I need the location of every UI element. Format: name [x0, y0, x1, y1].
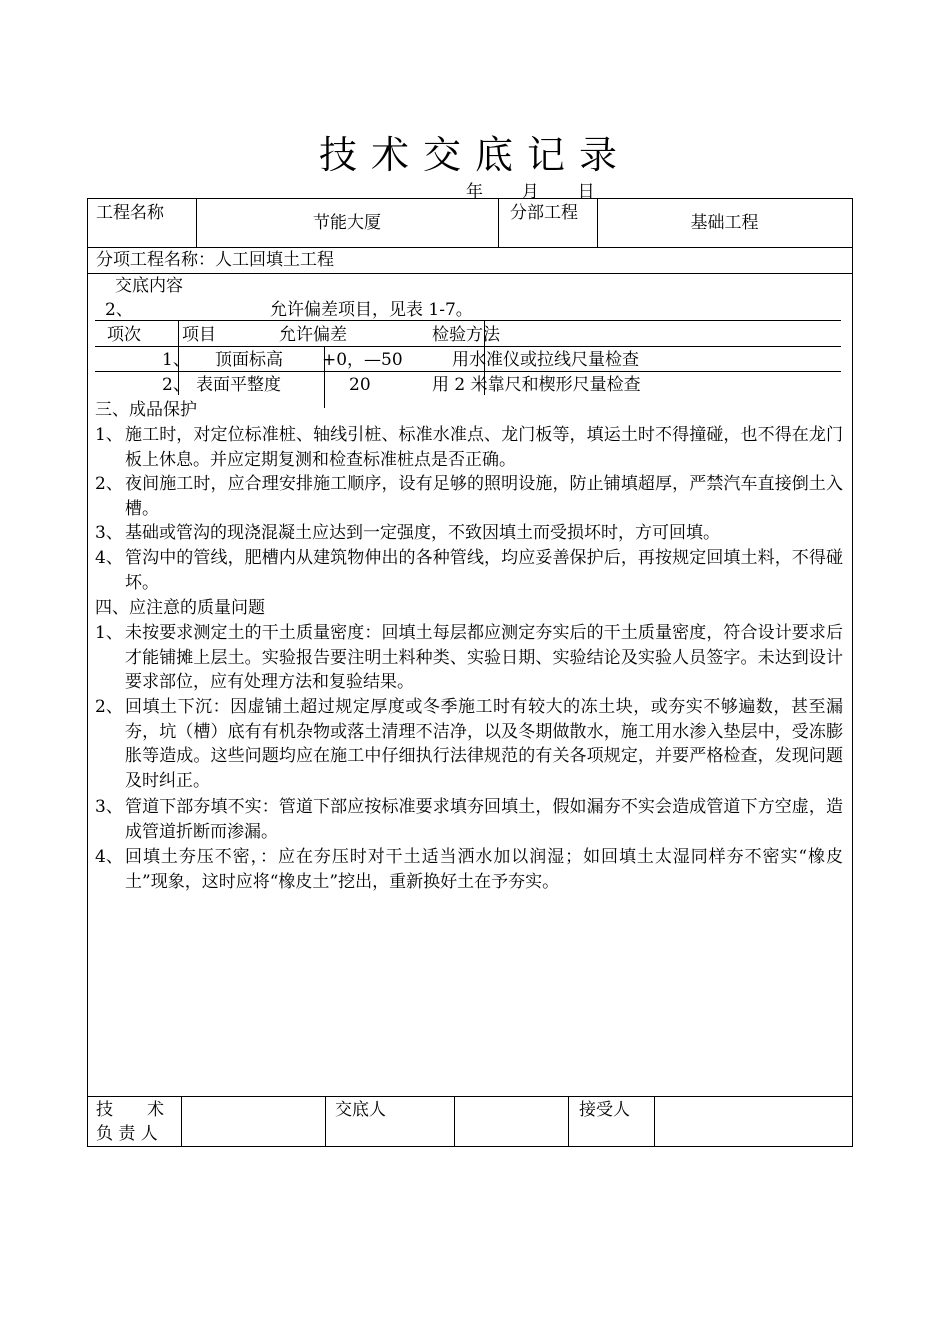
table-row-2-no: 2、 — [162, 375, 190, 395]
subitem-line — [96, 248, 334, 272]
project-name-value: 节能大厦 — [313, 213, 381, 233]
section3-item-2: 2、 夜间施工时，应合理安排施工顺序，设有足够的照明设施，防止铺填超厚，严禁汽车直接倒土入槽。 — [95, 474, 843, 519]
presenter-label: 交底人 — [335, 1100, 386, 1120]
table-row-1-method: 用水准仪或拉线尺量检查 — [452, 350, 639, 370]
subitem-label: 分项工程名称： — [96, 250, 215, 270]
section3-item-4: 4、 管沟中的管线，肥槽内从建筑物伸出的各种管线，均应妥善保护后，再按规定回填土料，不得碰坏。 — [95, 548, 843, 593]
date-year: 年 — [466, 182, 483, 202]
section3-title: 三、成品保护 — [95, 400, 197, 420]
table-header-no: 项次 — [107, 325, 141, 345]
table-header-item: 项目 — [182, 325, 216, 345]
table-row-1-no: 1、 — [162, 350, 190, 370]
table-header-method: 检验方法 — [432, 325, 500, 345]
table-row-2-item: 表面平整度 — [196, 375, 281, 395]
date-month: 月 — [521, 182, 539, 202]
table-row-1-item: 顶面标高 — [215, 350, 283, 370]
tech-lead-label: 技 术 负 责 人 — [96, 1100, 164, 1144]
table-row-1-tolerance: +0，—50 — [322, 350, 403, 370]
section3-item-1: 1、 施工时，对定位标准桩、轴线引桩、标准水准点、龙门板等，填运土时不得撞碰，也不得在龙门板上休息。并应定期复测和检查标准桩点是否正确。 — [95, 425, 843, 470]
section4-title: 四、应注意的质量问题 — [95, 598, 265, 618]
section-label: 交底内容 — [115, 276, 183, 296]
table-header-tolerance: 允许偏差 — [279, 325, 347, 345]
division-value: 基础工程 — [690, 213, 759, 233]
document-title: 技术交底记录 — [318, 133, 631, 177]
section4-item-4: 4、 回填土夯压不密，：应在夯压时对干土适当洒水加以润湿；如回填土太湿同样夯不密实“橡皮土”现象，这时应将“橡皮土”挖出，重新换好土在予夯实。 — [95, 847, 843, 892]
section3-item-3: 3、 基础或管沟的现浇混凝土应达到一定强度，不致因填土而受损坏时，方可回填。 — [95, 523, 720, 543]
item2-text: 允许偏差项目，见表 1-7。 — [270, 300, 473, 320]
section4-item-2: 2、 回填土下沉：因虚铺土超过规定厚度或冬季施工时有较大的冻土块，或夯实不够遍数，甚至漏夯，坑（槽）底有有机杂物或落土清理不洁净，以及冬期做散水，施工用水渗入垫层中，受冻膨胀等造成。这些问题均应在施工中仔细执行法律规范的有关各项规定，并要严格检查，发现问题及时纠正。 — [95, 697, 843, 791]
table-row-2-method: 用 2 米靠尺和楔形尺量检查 — [432, 375, 641, 395]
section4-item-1: 1、 未按要求测定土的干土质量密度：回填土每层都应测定夯实后的干土质量密度，符合设计要求后才能铺摊上层土。实验报告要注明土料种类、实验日期、实验结论及实验人员签字。未达到设计要求部位，应有处理方法和复验结果。 — [95, 623, 843, 692]
division-label: 分部工程 — [510, 203, 578, 223]
project-name-label: 工程名称 — [96, 203, 164, 223]
date-day: 日 — [577, 182, 595, 202]
subitem-value: 人工回填土工程 — [215, 250, 334, 270]
table-row-2-tolerance: 20 — [349, 375, 371, 395]
section4-item-3: 3、 管道下部夯填不实：管道下部应按标准要求填夯回填土，假如漏夯不实会造成管道下方空虚，造成管道折断而渗漏。 — [95, 797, 843, 842]
receiver-label: 接受人 — [579, 1100, 630, 1120]
item2-num: 2、 — [105, 300, 133, 320]
